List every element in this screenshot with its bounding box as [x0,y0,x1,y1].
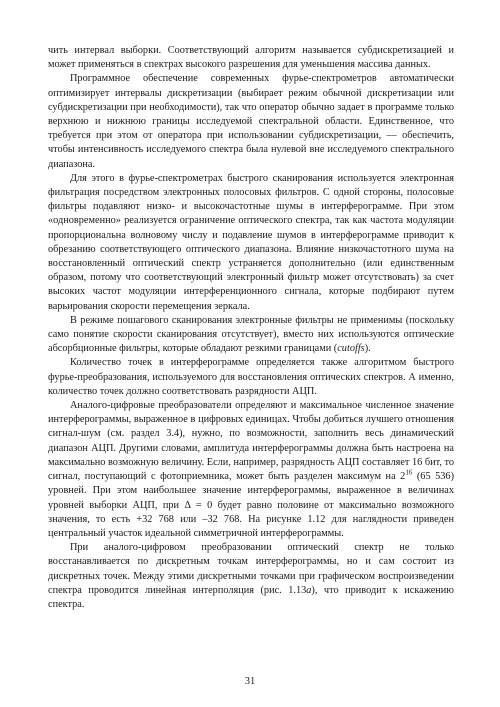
paragraph-1: чить интервал выборки. Соответствующий алгоритм называется субдискретизацией и может применяться в спектрах высокого разрешения для уменьшения массива данных. [48,45,454,71]
paragraph-3: Для этого в фурье-спектрометрах быстрого сканирования используется электронная фильтрация посредством электронных полосовых фильтров. С одной стороны, полосовые фильтры подавляют низко- и высокочастотные шумы в интерферограмме. При этом «одновременно» реализуется ограничение оптического спектра, так как частота модуляции пропорциональна волновому числу и подавление шумов в интерферограмме приводит к обрезанию соответствующего оптического диапазона. Влияние низкочастотного шума на восстановленный оптический спектр устраняется дополнительно (или единственным образом, потому что соответствующий электронный фильтр может отсутствовать) за счет высоких частот модуляции интерференционного сигнала, которые подбирают путем варьирования скорости перемещения зеркала. [48,172,454,312]
paragraph-4 [48,314,454,357]
figure-letter: а [306,584,312,596]
paragraph-4-text: В режиме пошагового сканирования электронные фильтры не применимы (поскольку само понятие скорости сканирования отсутствует), вместо них используются оптические абсорбционные фильтры, которые обладают резкими границами ( [48,314,454,355]
paragraph-7 [48,541,454,612]
paragraph-6-text: Аналого-цифровые преобразователи определяют и максимальное численное значение интерферограммы, выраженное в цифровых единицах. Чтобы добиться лучшего отношения сигнал-шум (см. раздел 3.4), нужно, по возможности, заполнить весь динамический диапазон АЦП. Другими словами, амплитуда интерферограммы должна быть настроена на максимально возможную величину. Если, например, разрядность АЦП составляет 16 бит, то сигнал, поступающий с фотоприемника, может быть разделен максимум на 2 [48,400,455,483]
paragraph-4-tail: ). [364,343,371,355]
paragraph-2: Программное обеспечение современных фурье-спектрометров автоматически оптимизирует интервалы дискретизации (выбирает режим обычной дискретизации или субдискретизации при необходимости), так что оператор обычно задает в программе только верхнюю и нижнюю границы исследуемой спектральной области. Единственное, что требуется при этом от оператора при использовании субдискретизации, — обеспечить, чтобы интенсивность исследуемого спектра была нулевой вне исследуемого спектрального диапазона. [48,73,454,170]
paragraph-6-tail: (65 536) уровней. При этом наибольшее значение интерферограммы, выраженное в величинах уровней выборки АЦП, при Δ = 0 будет равно половине от максимально возможного значения, то есть +32 768 или –32 768. На рисунке 1.12 для наглядности приведен центральный участок идеальной симметричной интерферограммы. [48,471,454,539]
power-exponent: 16 [405,468,413,477]
paragraph-7-tail: ), что приводит к искажению спектра. [48,584,454,610]
paragraph-5: Количество точек в интерферограмме определяется также алгоритмом быстрого фурье-преобразования, используемого для восстановления оптических спектров. А именно, количество точек должно соответствовать разрядности АЦП. [48,357,454,397]
cutoffs-term: cutoffs [337,343,365,355]
paragraph-7-text: При аналого-цифровом преобразовании оптический спектр не только восстанавливается по дискретным точкам интерферограммы, но и сам состоит из дискретных точек. Между этими дискретными точками при графическом воспроизведении спектра проводится линейная интерполяция (рис. 1.13 [48,542,454,596]
body-text [48,44,454,612]
page-number: 31 [244,676,256,687]
paragraph-6 [48,399,454,541]
